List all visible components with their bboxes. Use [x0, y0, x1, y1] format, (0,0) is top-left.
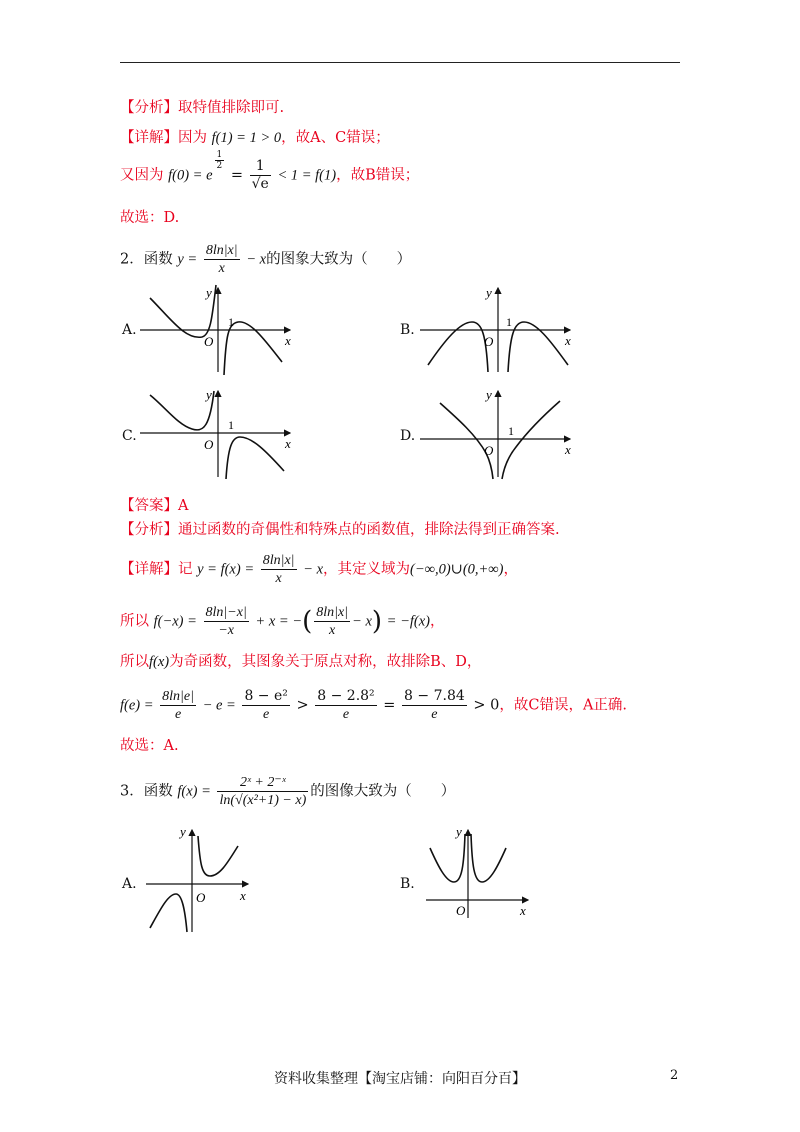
l4-e: > 0: [473, 697, 500, 714]
x-axis-label: x: [520, 903, 526, 918]
l2-c: − x: [352, 613, 372, 630]
y-axis-label: y: [206, 387, 212, 402]
origin-label: O: [204, 334, 214, 349]
l3-text: 为奇函数，其图象关于原点对称，故排除B、D，: [169, 654, 482, 670]
l3-math: f(x): [149, 654, 170, 670]
l4-c: >: [296, 697, 309, 714]
l4-a: f(e) =: [120, 697, 154, 714]
prev-line2: 又因为 f(0) = e $\frac{1}{2}$ = $\frac{1}{√e}$ < 1 = f(1)，故B错误；: [120, 150, 420, 192]
origin-label: O: [456, 903, 466, 918]
x-axis-label: x: [565, 333, 571, 348]
detail-prefix: 记: [178, 561, 193, 578]
detail-math: f(1) = 1 > 0: [211, 130, 282, 146]
detail-tag: 【详解】: [120, 130, 178, 146]
origin-label: O: [484, 334, 494, 349]
q3-suffix: 的图像大致为（ ）: [310, 783, 456, 800]
q3-option-a-label: A.: [122, 876, 137, 892]
analysis-tag: 【分析】: [120, 100, 178, 116]
l2-prefix: 所以: [120, 613, 149, 630]
line2-suffix: ，故B错误；: [336, 167, 420, 184]
y-axis-label: y: [206, 285, 212, 300]
q3-option-a-graph: [140, 820, 260, 935]
origin-label: O: [196, 890, 206, 905]
q2-rhs: − x: [246, 251, 267, 268]
l2-b: + x = −: [255, 613, 303, 630]
x-axis-label: x: [285, 436, 291, 451]
y-axis-label: y: [180, 824, 186, 839]
line2-math-a: f(0) = e: [168, 167, 213, 184]
answer-tag: 【答案】: [120, 498, 178, 514]
line2-fraction: $\frac{1}{√e}$: [251, 158, 269, 192]
q2-stem: [120, 242, 411, 277]
one-label: 1: [228, 315, 234, 329]
q2-option-c-graph: [140, 385, 300, 480]
detail-fraction: $\frac{8\ln|x|}{x}$: [262, 553, 295, 586]
l2-a: f(−x) =: [153, 613, 197, 630]
analysis-text: 取特值排除即可.: [178, 100, 285, 116]
l3-prefix: 所以: [120, 654, 149, 670]
analysis-text: 通过函数的奇偶性和特殊点的函数值，排除法得到正确答案.: [178, 522, 560, 538]
y-axis-label: y: [456, 824, 462, 839]
x-axis-label: x: [285, 333, 291, 348]
prev-analysis-line: [120, 98, 284, 118]
y-axis-label: y: [486, 285, 492, 300]
l4-fraction-4: $\frac{8 - 7.84}{e}$: [404, 688, 465, 722]
origin-label: O: [204, 437, 214, 452]
q2-lhs: y =: [177, 251, 198, 268]
y-axis-label: y: [486, 387, 492, 402]
detail-prefix: 因为: [178, 130, 207, 146]
q2-detail-line: [120, 552, 518, 587]
q3-lhs: f(x) =: [177, 783, 211, 800]
one-label: 1: [506, 315, 512, 329]
l2-fraction-2: $\frac{8\ln|x|}{x}$: [316, 605, 349, 638]
answer-value: A: [178, 498, 189, 514]
x-axis-label: x: [565, 442, 571, 457]
q3-number: 3．: [120, 783, 144, 800]
one-label: 1: [228, 418, 234, 432]
l2-fraction-1: $\frac{8\ln|-x|}{-x}$: [205, 605, 247, 638]
q2-number: 2．: [120, 251, 144, 268]
detail-tag: 【详解】: [120, 561, 178, 578]
q2-suffix: 的图象大致为（ ）: [266, 251, 412, 268]
q3-prefix: 函数: [143, 783, 173, 800]
origin-label: O: [484, 443, 494, 458]
page-number: 2: [670, 1068, 679, 1083]
q2-option-b-graph: [420, 280, 580, 375]
q2-option-d-graph: [420, 385, 580, 480]
q2-option-d-label: D.: [400, 428, 416, 444]
q2-prefix: 函数: [143, 251, 173, 268]
header-rule: [120, 62, 680, 63]
line2-prefix: 又因为: [120, 167, 164, 184]
l4-fraction-3: $\frac{\text{8 − 2.8²}}{e}$: [317, 688, 375, 722]
detail-rhs: − x: [303, 561, 324, 578]
l4-fraction-1: $\frac{8\ln|e|}{e}$: [162, 689, 194, 722]
detail-lhs: y = f(x) =: [197, 561, 255, 578]
q3-option-b-graph: [420, 820, 540, 920]
one-label: 1: [508, 424, 514, 438]
x-axis-label: x: [240, 888, 246, 903]
q2-option-a-label: A.: [122, 322, 137, 338]
q2-line3: [120, 652, 481, 672]
q2-line4: [120, 688, 627, 723]
detail-end: ，: [503, 561, 518, 578]
q2-line2: 所以 f(−x) = $\frac{8\ln|-x|}{-x}$ + x = −( $\frac{8\ln|x|}{x}$ − x) = −f(x)，: [120, 605, 445, 638]
l4-d: =: [383, 697, 396, 714]
detail-mid: ，其定义域为: [323, 561, 411, 578]
q2-option-c-label: C.: [122, 428, 137, 444]
l4-b: − e =: [202, 697, 236, 714]
line2-math-b: < 1 = f(1): [277, 167, 337, 184]
l2-end: ，: [430, 613, 445, 630]
q2-option-b-label: B.: [400, 322, 415, 338]
line2-exponent: $\frac{1}{2}$: [216, 150, 223, 171]
prev-detail-line: [120, 128, 390, 148]
q2-option-a-graph: [140, 280, 300, 375]
l2-d: = −f(x): [386, 613, 430, 630]
q2-answer-line: [120, 496, 188, 516]
q3-stem: [120, 774, 455, 809]
l4-text: ，故C错误，A正确.: [499, 697, 628, 714]
detail-domain: (−∞,0)∪(0,+∞): [410, 561, 504, 578]
q3-option-b-label: B.: [400, 876, 415, 892]
detail-suffix: ，故A、C错误；: [281, 130, 390, 146]
analysis-tag: 【分析】: [120, 522, 178, 538]
prev-choice: 故选：D.: [120, 210, 180, 226]
q2-analysis-line: [120, 520, 560, 540]
q3-fraction: $\frac{\text{2ˣ + 2⁻ˣ}}{\text{ln(√(x²+1) − x)}}$: [219, 775, 307, 808]
l4-fraction-2: $\frac{\text{8 − e²}}{e}$: [244, 688, 288, 722]
q2-fraction: $\frac{8\ln|x|}{x}$: [205, 243, 238, 276]
q2-choice: 故选：A.: [120, 738, 179, 754]
footer-text: 资料收集整理【淘宝店铺：向阳百分百】: [274, 1071, 526, 1087]
